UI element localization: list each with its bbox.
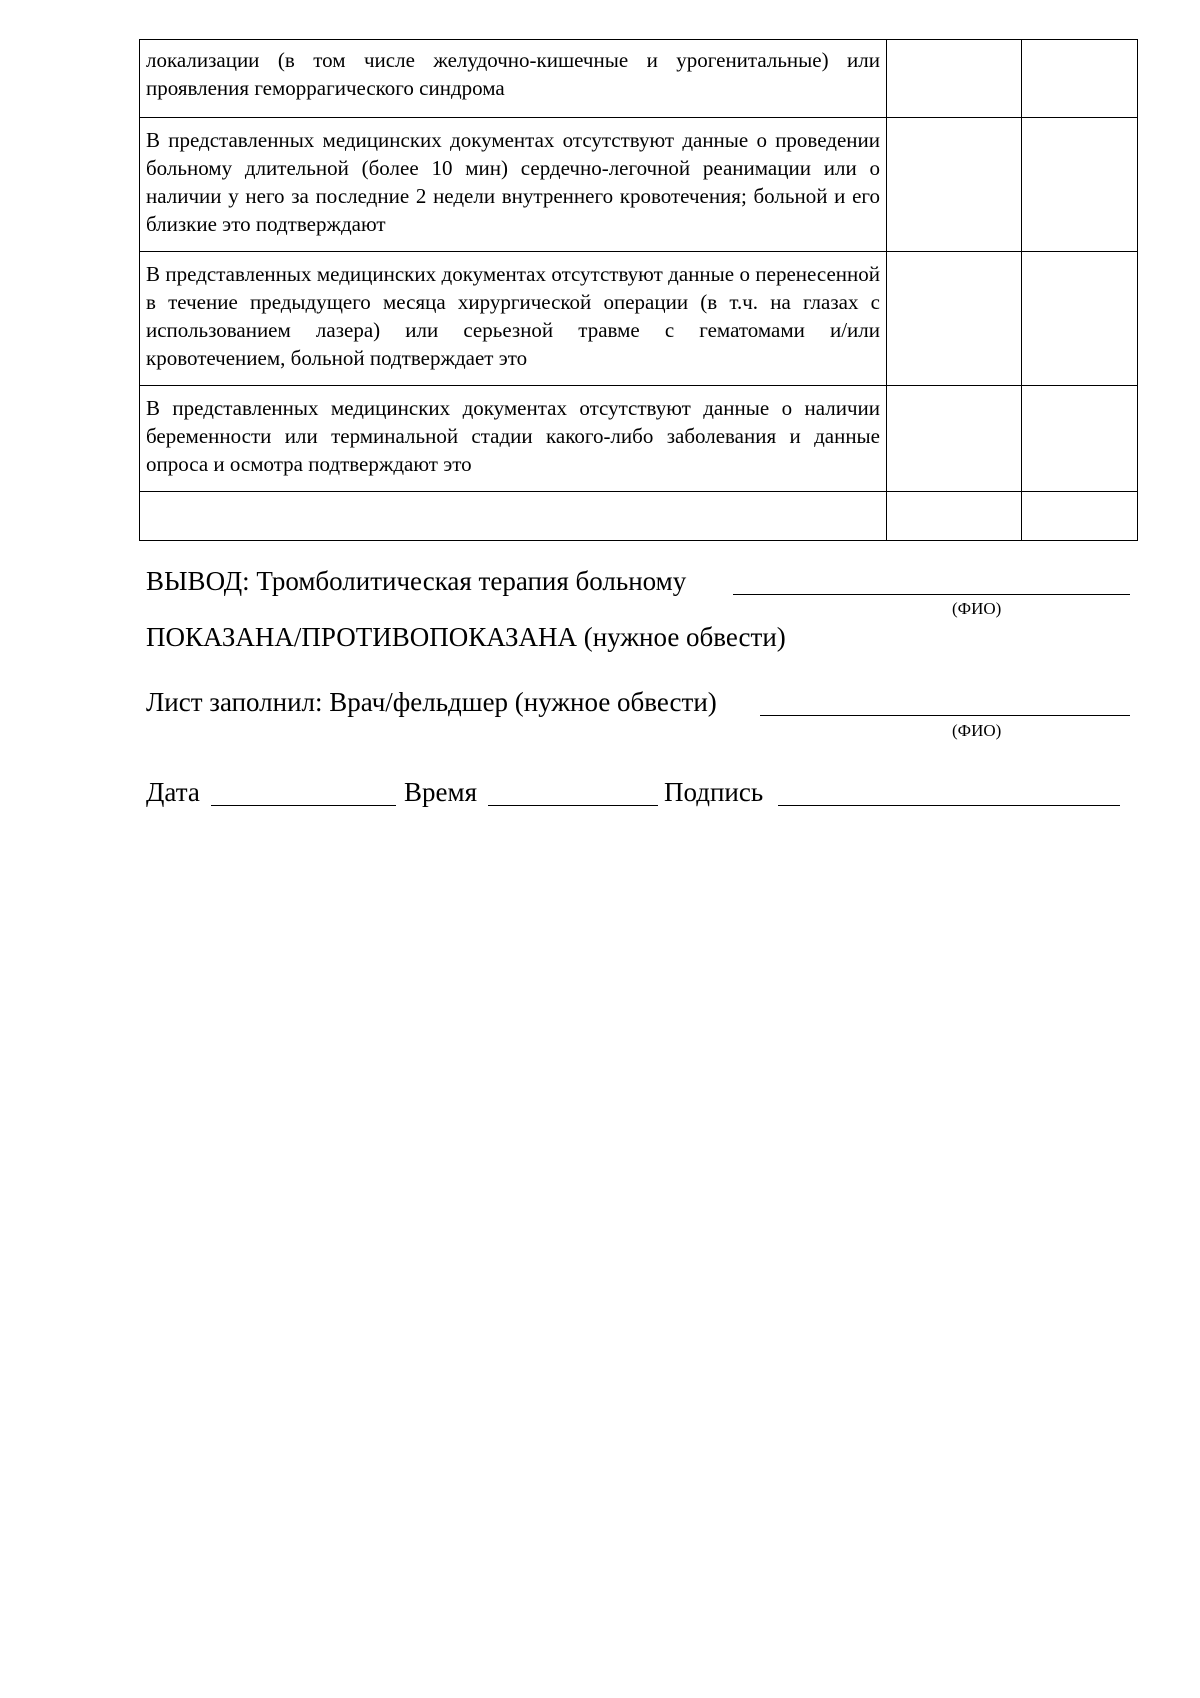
signature-label: Подпись — [664, 777, 764, 807]
no-cell[interactable] — [1022, 386, 1138, 492]
doctor-name-line[interactable] — [760, 715, 1130, 716]
table-row — [140, 386, 1138, 492]
no-cell[interactable] — [1022, 118, 1138, 252]
time-line[interactable] — [488, 805, 658, 806]
criterion-cell[interactable] — [140, 492, 887, 541]
date-label: Дата — [146, 777, 200, 807]
yes-cell[interactable] — [887, 40, 1022, 118]
checklist-table — [139, 39, 1138, 541]
patient-name-line[interactable] — [733, 594, 1130, 595]
criterion-cell — [140, 386, 887, 492]
table-row — [140, 40, 1138, 118]
yes-cell[interactable] — [887, 386, 1022, 492]
table-row — [140, 492, 1138, 541]
criterion-text: локализации (в том числе желудочно-кишечные и урогенитальные) или проявления геморрагического синдрома — [146, 48, 880, 100]
no-cell[interactable] — [1022, 252, 1138, 386]
yes-cell[interactable] — [887, 492, 1022, 541]
patient-name-caption: (ФИО) — [952, 599, 1002, 618]
date-line[interactable] — [211, 805, 396, 806]
filled-by-label: Лист заполнил: Врач/фельдшер (нужное обвести) — [146, 687, 717, 717]
yes-cell[interactable] — [887, 252, 1022, 386]
no-cell[interactable] — [1022, 492, 1138, 541]
criterion-cell — [140, 118, 887, 252]
time-label: Время — [404, 777, 477, 807]
doctor-name-caption: (ФИО) — [952, 721, 1002, 740]
signature-line[interactable] — [778, 805, 1120, 806]
table-row — [140, 118, 1138, 252]
criterion-cell — [140, 252, 887, 386]
table-row — [140, 252, 1138, 386]
criterion-text: В представленных медицинских документах отсутствуют данные о проведении больному длительной (более 10 мин) сердечно-легочной реанимации или о наличии у него за последние 2 недели внутреннего кровотечения; больной и его близкие это подтверждают — [146, 128, 880, 236]
criterion-text: В представленных медицинских документах отсутствуют данные о наличии беременности или терминальной стадии какого-либо заболевания и данные опроса и осмотра подтверждают это — [146, 396, 880, 476]
criterion-cell — [140, 40, 887, 118]
yes-cell[interactable] — [887, 118, 1022, 252]
conclusion-options[interactable]: ПОКАЗАНА/ПРОТИВОПОКАЗАНА (нужное обвести) — [146, 622, 786, 652]
criterion-text: В представленных медицинских документах отсутствуют данные о перенесенной в течение предыдущего месяца хирургической операции (в т.ч. на глазах с использованием лазера) или серьезной травме с гематомами и/или кровотечением, больной подтверждает это — [146, 262, 880, 370]
conclusion-label: ВЫВОД: Тромболитическая терапия больному — [146, 566, 687, 596]
no-cell[interactable] — [1022, 40, 1138, 118]
criterion-text — [140, 492, 886, 506]
